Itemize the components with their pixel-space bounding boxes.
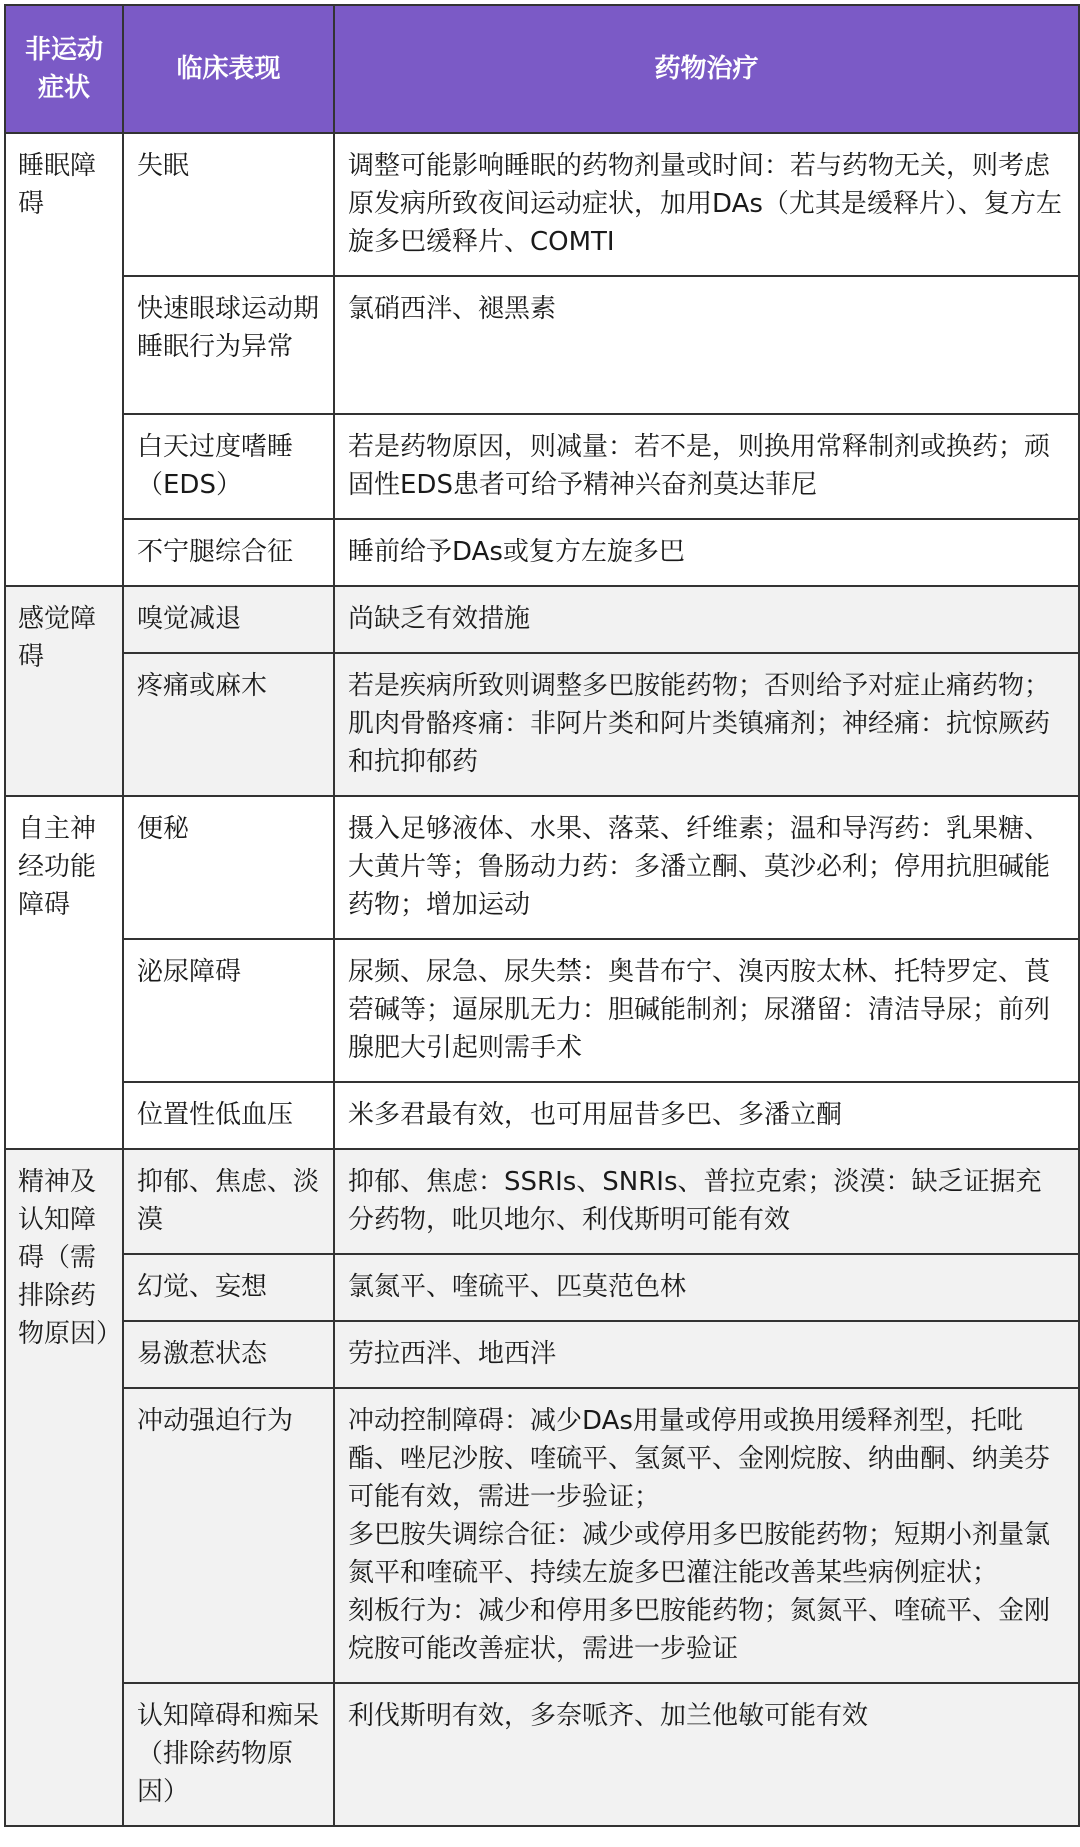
treatment-cell: 若是疾病所致则调整多巴胺能药物；否则给予对症止痛药物；肌肉骨骼疼痛：非阿片类和阿片类镇痛剂；神经痛：抗惊厥药和抗抑郁药 [334,653,1079,796]
treatment-cell: 利伐斯明有效，多奈哌齐、加兰他敏可能有效 [334,1683,1079,1826]
treatment-cell: 氯硝西泮、褪黑素 [334,276,1079,414]
table-row [5,653,1079,796]
treatment-cell: 冲动控制障碍：减少DAs用量或停用或换用缓释剂型，托吡酯、唑尼沙胺、喹硫平、氢氮平、金刚烷胺、纳曲酮、纳美芬可能有效，需进一步验证； 多巴胺失调综合征：减少或停用多巴胺能药物；短期小剂量氯氮平和喹硫平、持续左旋多巴灌注能改善某些病例症状； 刻板行为：减少和停用多巴胺能药物；氮氮平、喹硫平、金刚烷胺可能改善症状，需进一步验证 [334,1388,1079,1683]
manifestation-cell: 幻觉、妄想 [123,1254,334,1321]
table-row [5,1388,1079,1683]
manifestation-cell: 白天过度嗜睡（EDS） [123,414,334,519]
nonmotor-symptom-treatment-table [4,4,1080,1827]
treatment-cell: 摄入足够液体、水果、落菜、纤维素；温和导泻药：乳果糖、大黄片等；鲁肠动力药：多潘立酮、莫沙必利；停用抗胆碱能药物；增加运动 [334,796,1079,939]
manifestation-cell: 泌尿障碍 [123,939,334,1082]
manifestation-cell: 不宁腿综合征 [123,519,334,586]
treatment-cell: 睡前给予DAs或复方左旋多巴 [334,519,1079,586]
category-sleep-disorder: 睡眠障碍 [5,133,123,586]
treatment-cell: 调整可能影响睡眠的药物剂量或时间：若与药物无关，则考虑原发病所致夜间运动症状，加用DAs（尤其是缓释片）、复方左旋多巴缓释片、COMTI [334,133,1079,276]
treatment-cell: 氯氮平、喹硫平、匹莫范色林 [334,1254,1079,1321]
table-row [5,1254,1079,1321]
manifestation-cell: 嗅觉减退 [123,586,334,653]
treatment-cell: 尚缺乏有效措施 [334,586,1079,653]
manifestation-cell: 失眠 [123,133,334,276]
table-row [5,519,1079,586]
category-sensory-disorder: 感觉障碍 [5,586,123,796]
table-row [5,133,1079,276]
manifestation-cell: 认知障碍和痴呆（排除药物原因） [123,1683,334,1826]
manifestation-cell: 易激惹状态 [123,1321,334,1388]
table-row [5,1149,1079,1254]
treatment-cell: 尿频、尿急、尿失禁：奥昔布宁、溴丙胺太林、托特罗定、莨菪碱等；逼尿肌无力：胆碱能制剂；尿潴留：清洁导尿；前列腺肥大引起则需手术 [334,939,1079,1082]
table-row [5,414,1079,519]
table-row [5,796,1079,939]
manifestation-cell: 位置性低血压 [123,1082,334,1149]
table-page [4,4,1078,1827]
table-row [5,939,1079,1082]
table-row [5,1321,1079,1388]
table-row [5,586,1079,653]
header-row [5,5,1079,133]
treatment-cell: 若是药物原因，则减量：若不是，则换用常释制剂或换药；顽固性EDS患者可给予精神兴奋剂莫达菲尼 [334,414,1079,519]
manifestation-cell: 便秘 [123,796,334,939]
manifestation-cell: 冲动强迫行为 [123,1388,334,1683]
category-psychiatric-cognitive: 精神及认知障碍（需排除药物原因） [5,1149,123,1826]
table-row [5,276,1079,414]
header-nonmotor-symptom: 非运动症状 [5,5,123,133]
table-row [5,1082,1079,1149]
manifestation-cell: 快速眼球运动期睡眠行为异常 [123,276,334,414]
category-autonomic-dysfunction: 自主神经功能障碍 [5,796,123,1149]
table-row [5,1683,1079,1826]
header-drug-treatment: 药物治疗 [334,5,1079,133]
treatment-cell: 抑郁、焦虑：SSRIs、SNRIs、普拉克索；淡漠：缺乏证据充分药物，吡贝地尔、利伐斯明可能有效 [334,1149,1079,1254]
header-clinical-manifestation: 临床表现 [123,5,334,133]
manifestation-cell: 抑郁、焦虑、淡漠 [123,1149,334,1254]
manifestation-cell: 疼痛或麻木 [123,653,334,796]
treatment-cell: 劳拉西泮、地西泮 [334,1321,1079,1388]
treatment-cell: 米多君最有效，也可用屈昔多巴、多潘立酮 [334,1082,1079,1149]
